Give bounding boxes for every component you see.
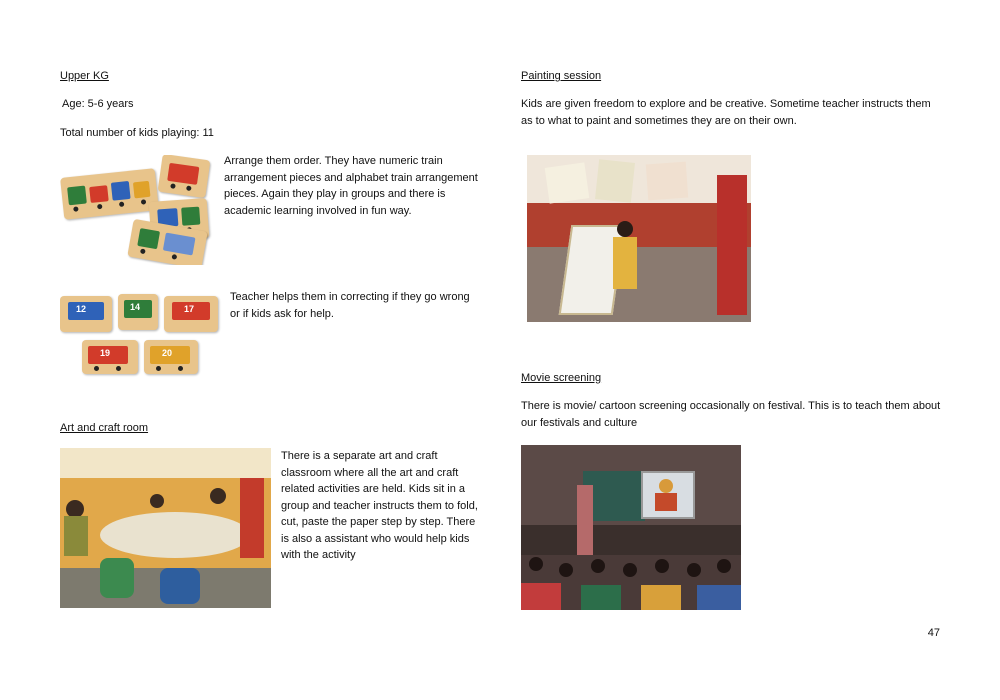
upper-kg-heading: Upper KG [60,70,109,82]
movie-screening-photo [521,445,741,610]
total-kids-text: Total number of kids playing: 11 [60,127,214,139]
train-label: 14 [130,302,141,312]
train-label: 12 [76,304,87,314]
art-craft-room-photo [60,448,271,608]
movie-screening-heading: Movie screening [521,372,602,384]
art-craft-paragraph: There is a separate art and craft classroom where all the art and craft related activities are held. Kids sit in a group and teacher instructs them to fold, cut, paste the paper step by step. There is also a assistant who would help kids with the activity [281,450,478,561]
painting-paragraph: Kids are given freedom to explore and be creative. Sometime teacher instructs them as to what to paint and sometimes they are on their own. [521,98,931,127]
art-craft-heading: Art and craft room [60,422,149,434]
train-label: 19 [100,348,111,358]
train-arrangement-paragraph: Arrange them order. They have numeric train arrangement pieces and alphabet train arrangement pieces. Again they play in groups and there is academic learning involved in fun way. [224,155,478,217]
train-label: 17 [184,304,195,314]
painting-session-heading: Painting session [521,70,602,82]
alphabet-train-image [60,155,215,265]
train-label: 20 [162,348,173,358]
age-text: Age: 5-6 years [62,98,134,110]
painting-session-photo [527,155,751,322]
teacher-help-paragraph: Teacher helps them in correcting if they go wrong or if kids ask for help. [230,291,470,320]
movie-paragraph: There is movie/ cartoon screening occasionally on festival. This is to teach them about our festivals and culture [521,400,941,429]
numeric-train-image [60,290,222,378]
page-number: 47 [927,627,940,639]
